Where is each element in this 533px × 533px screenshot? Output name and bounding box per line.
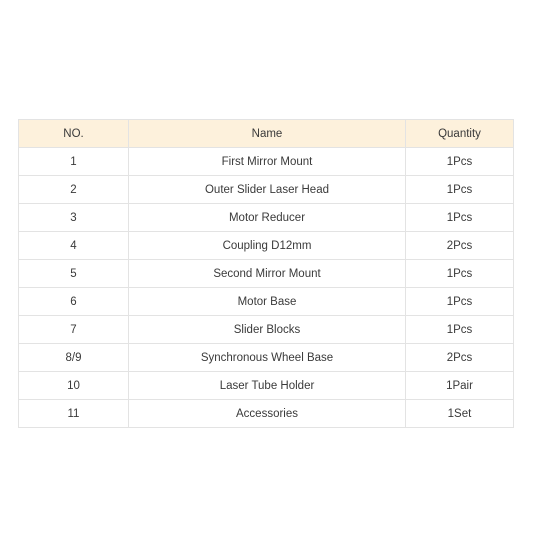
- table-row: [19, 260, 514, 288]
- cell-name: Slider Blocks: [129, 316, 406, 344]
- table-row: [19, 148, 514, 176]
- table-row: [19, 288, 514, 316]
- cell-no: 7: [19, 316, 129, 344]
- cell-no: 1: [19, 148, 129, 176]
- cell-no: 2: [19, 176, 129, 204]
- cell-no: 8/9: [19, 344, 129, 372]
- table-row: [19, 344, 514, 372]
- cell-name: Accessories: [129, 400, 406, 428]
- table-row: [19, 400, 514, 428]
- parts-list-table: [18, 119, 514, 428]
- cell-quantity: 1Pcs: [406, 288, 514, 316]
- cell-quantity: 1Pcs: [406, 148, 514, 176]
- cell-no: 10: [19, 372, 129, 400]
- cell-name: Coupling D12mm: [129, 232, 406, 260]
- cell-quantity: 2Pcs: [406, 232, 514, 260]
- cell-name: Outer Slider Laser Head: [129, 176, 406, 204]
- table-row: [19, 232, 514, 260]
- table-header-row: [19, 120, 514, 148]
- cell-no: 6: [19, 288, 129, 316]
- table-header: [19, 120, 514, 148]
- cell-quantity: 1Pcs: [406, 176, 514, 204]
- cell-quantity: 2Pcs: [406, 344, 514, 372]
- cell-quantity: 1Pair: [406, 372, 514, 400]
- cell-name: First Mirror Mount: [129, 148, 406, 176]
- cell-name: Synchronous Wheel Base: [129, 344, 406, 372]
- cell-name: Laser Tube Holder: [129, 372, 406, 400]
- column-header-no: NO.: [19, 120, 129, 148]
- cell-no: 3: [19, 204, 129, 232]
- column-header-name: Name: [129, 120, 406, 148]
- cell-name: Motor Base: [129, 288, 406, 316]
- table-row: [19, 204, 514, 232]
- cell-name: Second Mirror Mount: [129, 260, 406, 288]
- cell-quantity: 1Pcs: [406, 260, 514, 288]
- cell-no: 5: [19, 260, 129, 288]
- cell-quantity: 1Pcs: [406, 204, 514, 232]
- cell-no: 11: [19, 400, 129, 428]
- cell-no: 4: [19, 232, 129, 260]
- cell-quantity: 1Set: [406, 400, 514, 428]
- cell-name: Motor Reducer: [129, 204, 406, 232]
- table-row: [19, 176, 514, 204]
- table-body: [19, 148, 514, 428]
- table-row: [19, 316, 514, 344]
- cell-quantity: 1Pcs: [406, 316, 514, 344]
- column-header-quantity: Quantity: [406, 120, 514, 148]
- table-row: [19, 372, 514, 400]
